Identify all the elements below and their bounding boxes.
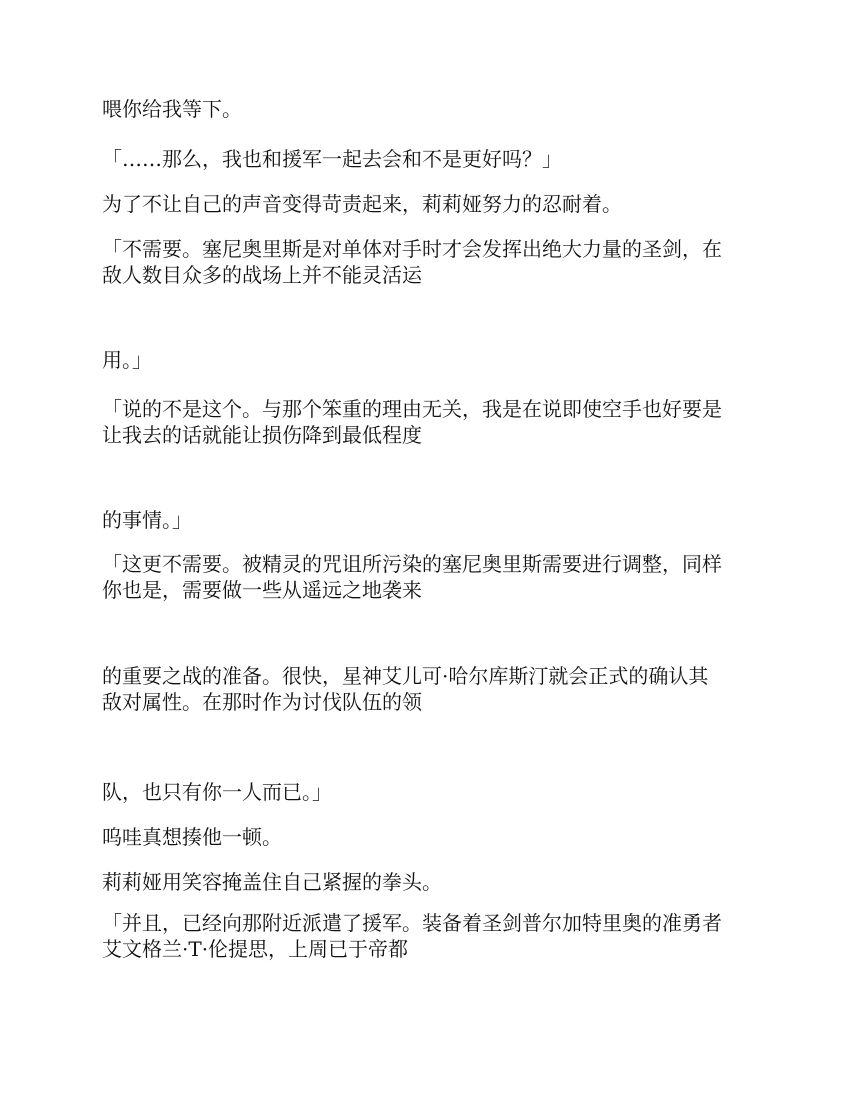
text-line: 用。」: [102, 348, 152, 372]
text-line: 你也是，需要做一些从遥远之地袭来: [102, 578, 422, 602]
text-line: 莉莉娅用笑容掩盖住自己紧握的拳头。: [102, 870, 442, 894]
text-line: 敌对属性。在那时作为讨伐队伍的领: [102, 690, 422, 714]
text-line: 为了不让自己的声音变得苛责起来，莉莉娅努力的忍耐着。: [102, 192, 622, 216]
text-line: 艾文格兰·T·伦提思，上周已于帝都: [102, 937, 409, 961]
text-line: 「并且，已经向那附近派遣了援军。装备着圣剑普尔加特里奥的准勇者: [102, 911, 722, 935]
text-line: 敌人数目众多的战场上并不能灵活运: [102, 263, 422, 287]
text-line: 「不需要。塞尼奥里斯是对单体对手时才会发挥出绝大力量的圣剑，在: [102, 237, 722, 261]
text-line: 队，也只有你一人而已。」: [102, 780, 332, 804]
text-line: 让我去的话就能让损伤降到最低程度: [102, 423, 422, 447]
text-line: 的事情。」: [102, 508, 192, 532]
text-line: 的重要之战的准备。很快，星神艾儿可·哈尔库斯汀就会正式的确认其: [102, 664, 709, 688]
text-line: 「……那么，我也和援军一起去会和不是更好吗？」: [102, 147, 562, 171]
text-line: 「这更不需要。被精灵的咒诅所污染的塞尼奥里斯需要进行调整，同样: [102, 552, 722, 576]
text-line: 呜哇真想揍他一顿。: [102, 825, 282, 849]
text-line: 「说的不是这个。与那个笨重的理由无关，我是在说即使空手也好要是: [102, 397, 722, 421]
text-line: 喂你给我等下。: [102, 97, 242, 121]
